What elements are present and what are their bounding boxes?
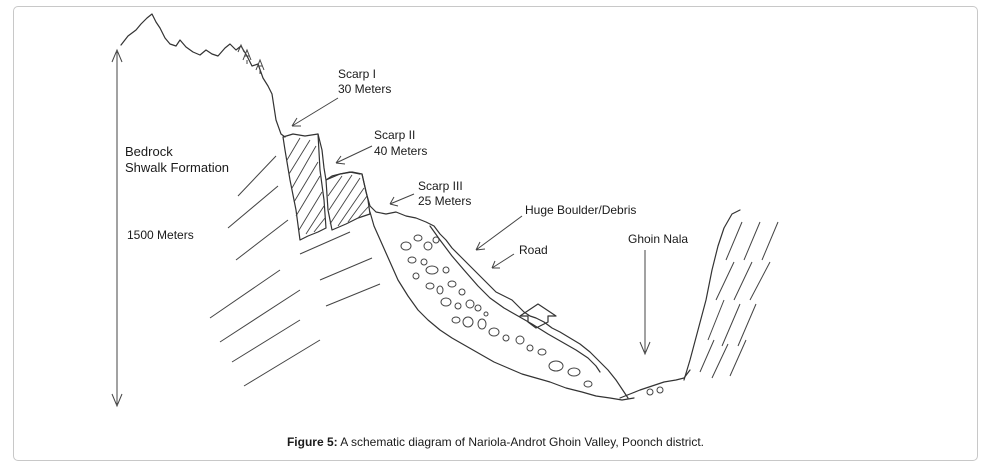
nala-arrow: [640, 250, 650, 354]
scarp-1-label: Scarp I: [338, 67, 377, 81]
caption-text: A schematic diagram of Nariola-Androt Ghoin Valley, Poonch district.: [337, 435, 705, 449]
road-label: Road: [519, 243, 548, 257]
valley-floor: [620, 370, 690, 398]
formation-label: Shwalk Formation: [125, 160, 230, 175]
figure-caption: [0, 435, 991, 449]
scarp-2-arrow: [336, 146, 372, 164]
right-bank-strata: [700, 222, 778, 378]
bedrock-label: Bedrock: [125, 144, 173, 159]
right-valley-wall: [684, 210, 740, 380]
scarp-3-arrow: [390, 194, 414, 206]
boulder-debris: [401, 235, 663, 395]
slope-segment: [318, 134, 360, 180]
scarp-2-label: Scarp II: [374, 128, 416, 142]
road-arrow: [492, 254, 514, 268]
boulder-label: Huge Boulder/Debris: [525, 203, 637, 217]
scarp-1-arrow: [292, 98, 338, 126]
road-location-marker-icon: [520, 304, 556, 328]
ridge-outline: [121, 14, 285, 137]
height-label: 1500 Meters: [127, 228, 194, 242]
bedrock-strata: [210, 156, 380, 386]
scarp-3-height: 25 Meters: [418, 194, 472, 208]
caption-prefix: Figure 5:: [286, 435, 338, 449]
scarp-1-block: [283, 134, 326, 240]
road-line: [430, 226, 600, 372]
nala-label: Ghoin Nala: [628, 232, 689, 246]
scarp-3-label: Scarp III: [418, 179, 463, 193]
height-arrow: [112, 50, 122, 406]
scarp-2-height: 40 Meters: [374, 144, 428, 158]
boulder-arrow: [476, 216, 522, 250]
scarp-1-height: 30 Meters: [338, 82, 392, 96]
